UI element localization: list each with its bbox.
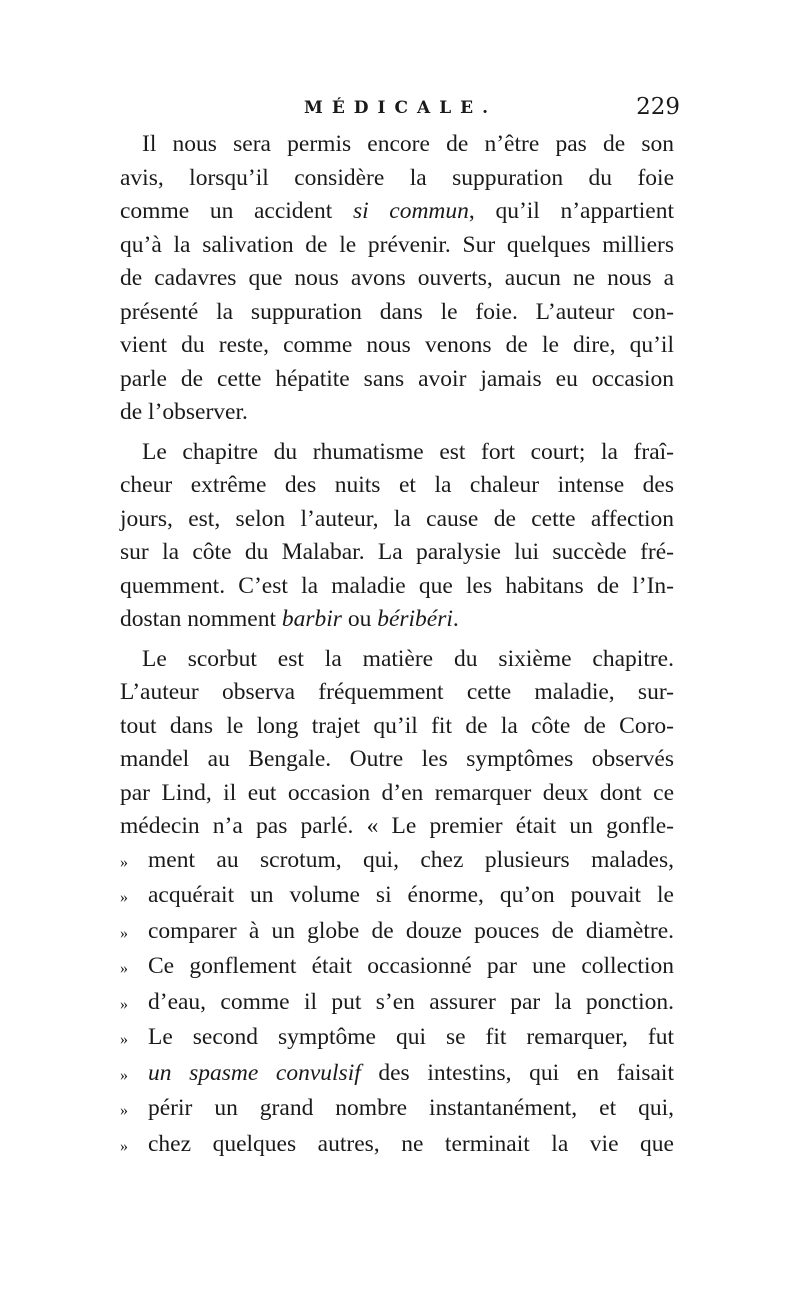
text-fragment: acquérait un volume si énorme, qu’on pouvait le	[148, 882, 674, 908]
page-header	[120, 94, 680, 124]
text-fragment: ment au scrotum, qui, chez plusieurs malades,	[148, 846, 674, 873]
text-line: dostan nomment barbir ou béribéri.	[120, 606, 459, 632]
text-fragment: périr un grand nombre instantanément, et qui,	[148, 1095, 674, 1121]
text-line	[120, 162, 674, 196]
text-line: présenté la suppuration dans le foie. L’auteur con-	[120, 298, 674, 325]
text-fragment: avis, lorsqu’il considère la suppuration du foie	[120, 164, 674, 191]
text-line: cheur extrême des nuits et la chaleur intense des	[120, 472, 674, 498]
text-line: de l’observer.	[120, 399, 248, 425]
quote-mark: »	[120, 924, 128, 942]
text-line: comme un accident si commun, qu’il n’appartient	[120, 198, 675, 224]
paragraph-2	[120, 436, 674, 637]
quote-mark: »	[120, 1031, 128, 1048]
quoted-line	[120, 879, 674, 915]
quoted-line	[120, 986, 674, 1022]
text-line: quemment. C’est la maladie que les habitans de l’In-	[120, 572, 674, 599]
running-title: MÉDICALE.	[304, 98, 498, 118]
quoted-line	[120, 1021, 674, 1057]
text-fragment: Le second symptôme qui se fit remarquer, fut	[148, 1024, 674, 1050]
italic-phrase: si commun	[352, 198, 469, 224]
text-fragment: comparer à un globe de douze pouces de diamètre.	[148, 917, 674, 944]
text-fragment: chez quelques autres, ne terminait la vie que	[148, 1130, 674, 1157]
paragraph-3	[120, 643, 674, 1164]
quote-mark: »	[120, 1102, 128, 1119]
text-line: sur la côte du Malabar. La paralysie lui succède fré-	[120, 539, 674, 565]
quote-mark: »	[120, 853, 128, 871]
text-line: qu’à la salivation de le prévenir. Sur quelques milliers	[120, 231, 674, 258]
quote-mark: »	[120, 1066, 128, 1084]
text-line: parle de cette hépatite sans avoir jamais eu occasion	[120, 365, 674, 392]
italic-phrase: béribéri	[377, 606, 453, 632]
text-fragment: un spasme convulsif des intestins, qui en faisait	[148, 1059, 674, 1086]
body-text	[120, 128, 674, 1163]
text-line: tout dans le long trajet qu’il fit de la côte de Coro-	[120, 712, 674, 739]
text-line: Le scorbut est la matière du sixième chapitre.	[142, 645, 674, 672]
text-line: de cadavres que nous avons ouverts, aucun ne nous a	[120, 265, 674, 291]
italic-phrase: barbir	[281, 606, 342, 632]
text-line: médecin n’a pas parlé. « Le premier était un gonfle-	[120, 813, 674, 839]
quoted-line	[120, 844, 674, 880]
text-line: Le chapitre du rhumatisme est fort court; la fraî-	[142, 438, 674, 465]
quote-mark: »	[120, 889, 128, 906]
quoted-line	[120, 1092, 674, 1128]
text-line: jours, est, selon l’auteur, la cause de cette affection	[120, 505, 674, 532]
italic-phrase: un spasme convulsif	[148, 1059, 361, 1086]
quote-mark: »	[120, 960, 128, 977]
text-fragment: Ce gonflement était occasionné par une collection	[148, 953, 674, 979]
quoted-line	[120, 950, 674, 986]
quoted-line	[120, 1057, 674, 1093]
text-line: L’auteur observa fréquemment cette maladie, sur-	[120, 679, 674, 705]
quote-mark: »	[120, 1137, 128, 1155]
quote-mark: »	[120, 995, 128, 1013]
page-number: 229	[636, 94, 680, 120]
text-line: mandel au Bengale. Outre les symptômes observés	[120, 746, 674, 772]
quoted-line	[120, 1128, 674, 1164]
text-line: Il nous sera permis encore de n’être pas de son	[142, 131, 674, 157]
paragraph-1	[120, 128, 674, 430]
text-line: vient du reste, comme nous venons de le dire, qu’il	[120, 332, 674, 358]
text-line: par Lind, il eut occasion d’en remarquer deux dont ce	[120, 779, 674, 806]
quoted-line	[120, 915, 674, 951]
text-fragment: d’eau, comme il put s’en assurer par la ponction.	[148, 988, 674, 1015]
